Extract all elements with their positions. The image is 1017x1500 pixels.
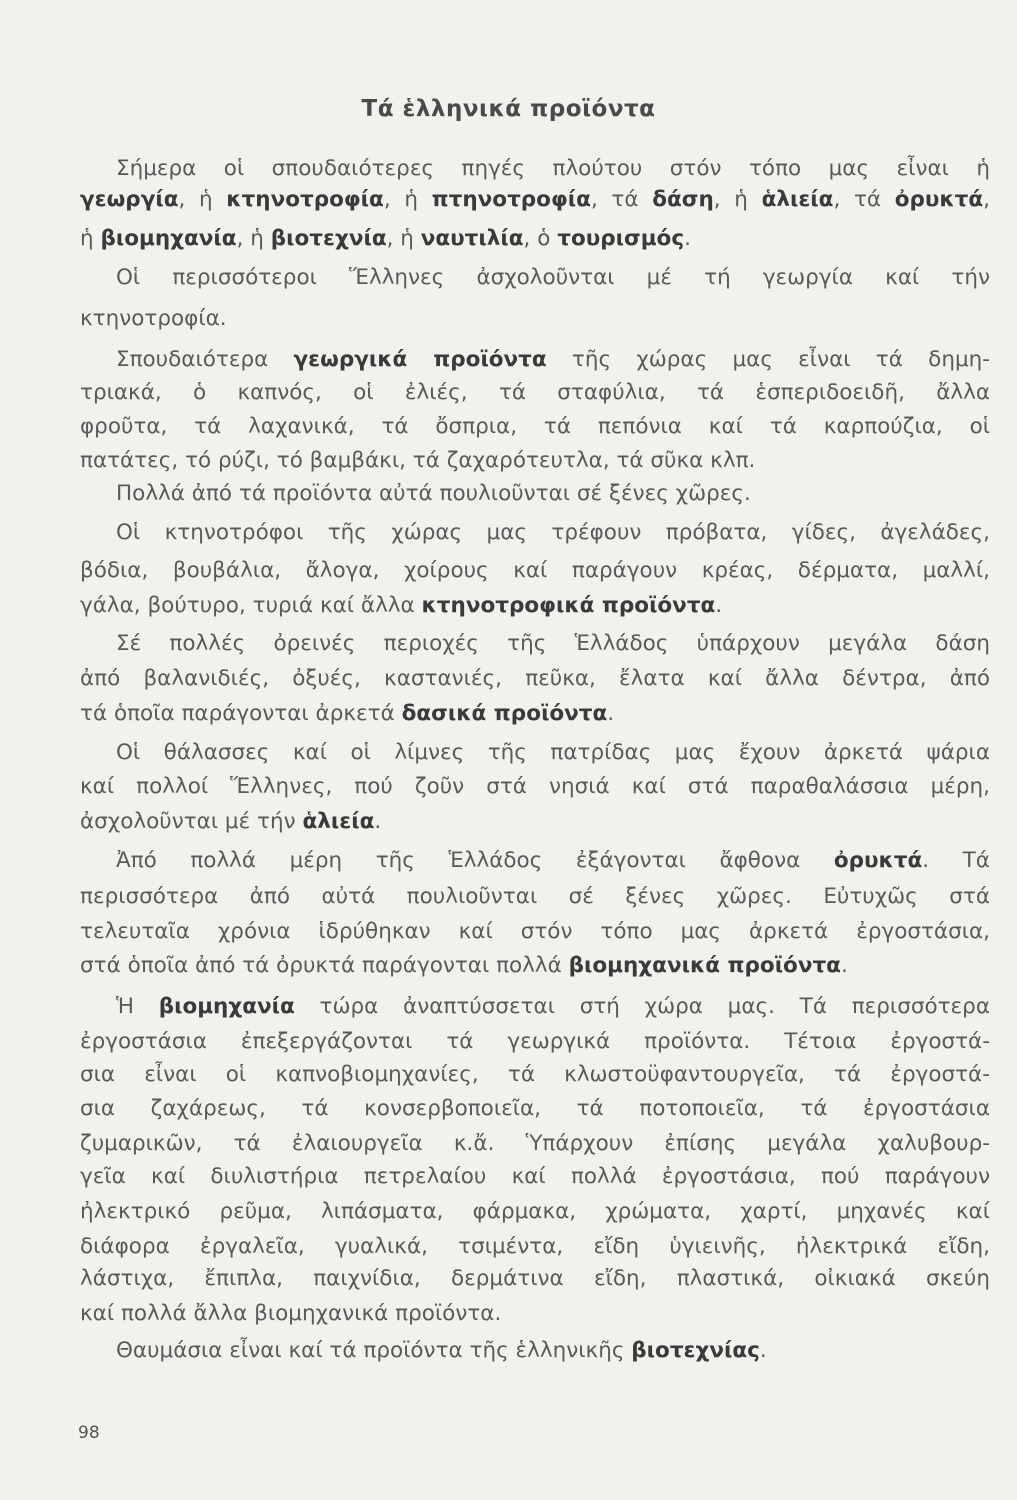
- text-line: Ἀπό πολλά μέρη τῆς Ἑλλάδος ἐξάγονται ἄφθονα ὀρυκτά. Τά: [116, 848, 990, 873]
- text-line: τριακά, ὁ καπνός, οἱ ἐλιές, τά σταφύλια, τά ἑσπεριδοειδῆ, ἄλλα: [80, 380, 990, 405]
- text-line: ἀσχολοῦνται μέ τήν ἁλιεία.: [80, 809, 382, 834]
- text-line: κτηνοτροφία.: [80, 306, 227, 331]
- text-line: φροῦτα, τά λαχανικά, τά ὄσπρια, τά πεπόνια καί τά καρπούζια, οἱ: [80, 414, 990, 439]
- text-line: ἡ βιομηχανία, ἡ βιοτεχνία, ἡ ναυτιλία, ὁ τουρισμός.: [80, 226, 691, 251]
- text-line: λάστιχα, ἔπιπλα, παιχνίδια, δερμάτινα εἴδη, πλαστικά, οἰκιακά σκεύη: [80, 1266, 990, 1291]
- text-line: Οἱ κτηνοτρόφοι τῆς χώρας μας τρέφουν πρόβατα, γίδες, ἀγελάδες,: [116, 520, 990, 545]
- text-line: πατάτες, τό ρύζι, τό βαμβάκι, τά ζαχαρότευτλα, τά σῦκα κλπ.: [80, 448, 756, 473]
- text-line: Θαυμάσια εἶναι καί τά προϊόντα τῆς ἑλληνικῆς βιοτεχνίας.: [116, 1338, 767, 1363]
- text-line: σια ζαχάρεως, τά κονσερβοποιεῖα, τά ποτοποιεῖα, τά ἐργοστάσια: [80, 1096, 990, 1121]
- page-title: Τά ἑλληνικά προϊόντα: [361, 96, 656, 122]
- text-line: Σήμερα οἱ σπουδαιότερες πηγές πλούτου στόν τόπο μας εἶναι ἡ: [116, 156, 990, 181]
- text-line: Οἱ θάλασσες καί οἱ λίμνες τῆς πατρίδας μας ἔχουν ἀρκετά ψάρια: [116, 740, 990, 765]
- bold-term: βιομηχανικά προϊόντα: [568, 953, 841, 978]
- bold-term: βιομηχανία: [100, 226, 237, 251]
- bold-term: τουρισμός: [557, 226, 685, 251]
- text-line: ἠλεκτρικό ρεῦμα, λιπάσματα, φάρμακα, χρώματα, χαρτί, μηχανές καί: [80, 1199, 990, 1224]
- bold-term: δασικά προϊόντα: [401, 701, 608, 726]
- text-line: γεῖα καί διυλιστήρια πετρελαίου καί πολλά ἐργοστάσια, πού παράγουν: [80, 1164, 990, 1189]
- bold-term: δάση: [652, 187, 714, 212]
- text-line: γάλα, βούτυρο, τυριά καί ἄλλα κτηνοτροφικά προϊόντα.: [80, 593, 723, 618]
- bold-term: βιομηχανία: [158, 994, 295, 1019]
- text-line: τελευταῖα χρόνια ἱδρύθηκαν καί στόν τόπο μας ἀρκετά ἐργοστάσια,: [80, 919, 990, 944]
- bold-term: κτηνοτροφία: [226, 187, 384, 212]
- bold-term: ὀρυκτά: [894, 187, 984, 212]
- bold-term: κτηνοτροφικά προϊόντα: [421, 593, 716, 618]
- text-line: τά ὁποῖα παράγονται ἀρκετά δασικά προϊόντα.: [80, 701, 615, 726]
- text-line: ἀπό βαλανιδιές, ὀξυές, καστανιές, πεῦκα, ἔλατα καί ἄλλα δέντρα, ἀπό: [80, 666, 990, 691]
- bold-term: ναυτιλία: [420, 226, 524, 251]
- page-number: 98: [78, 1423, 100, 1443]
- bold-term: πτηνοτροφία: [431, 187, 591, 212]
- text-line: καί πολλά ἄλλα βιομηχανικά προϊόντα.: [80, 1301, 502, 1326]
- text-line: καί πολλοί Ἕλληνες, πού ζοῦν στά νησιά καί στά παραθαλάσσια μέρη,: [80, 774, 990, 799]
- text-line: Πολλά ἀπό τά προϊόντα αὐτά πουλιοῦνται σέ ξένες χῶρες.: [116, 481, 751, 506]
- text-line: στά ὁποῖα ἀπό τά ὀρυκτά παράγονται πολλά βιομηχανικά προϊόντα.: [80, 953, 848, 978]
- bold-term: ἁλιεία: [302, 809, 375, 834]
- text-line: διάφορα ἐργαλεῖα, γυαλικά, τσιμέντα, εἴδη ὑγιεινῆς, ἠλεκτρικά εἴδη,: [80, 1234, 990, 1259]
- text-line: Οἱ περισσότεροι Ἕλληνες ἀσχολοῦνται μέ τή γεωργία καί τήν: [116, 265, 990, 290]
- text-line: σια εἶναι οἱ καπνοβιομηχανίες, τά κλωστοϋφαντουργεῖα, τά ἐργοστά-: [80, 1062, 990, 1087]
- text-line: ζυμαρικῶν, τά ἐλαιουργεῖα κ.ἄ. Ὑπάρχουν ἐπίσης μεγάλα χαλυβουρ-: [80, 1131, 990, 1156]
- bold-term: ὀρυκτά: [833, 848, 923, 873]
- text-line: γεωργία, ἡ κτηνοτροφία, ἡ πτηνοτροφία, τά δάση, ἡ ἁλιεία, τά ὀρυκτά,: [80, 187, 991, 212]
- text-line: περισσότερα ἀπό αὐτά πουλιοῦνται σέ ξένες χῶρες. Εὐτυχῶς στά: [80, 884, 990, 909]
- bold-term: ἁλιεία: [761, 187, 834, 212]
- text-line: Σέ πολλές ὀρεινές περιοχές τῆς Ἑλλάδος ὑπάρχουν μεγάλα δάση: [116, 631, 990, 656]
- bold-term: βιοτεχνίας: [631, 1338, 760, 1363]
- bold-term: γεωργία: [80, 187, 179, 212]
- text-line: Σπουδαιότερα γεωργικά προϊόντα τῆς χώρας μας εἶναι τά δημη-: [116, 347, 991, 372]
- text-line: ἐργοστάσια ἐπεξεργάζονται τά γεωργικά προϊόντα. Τέτοια ἐργοστά-: [80, 1029, 990, 1054]
- bold-term: βιοτεχνία: [270, 226, 387, 251]
- text-line: βόδια, βουβάλια, ἄλογα, χοίρους καί παράγουν κρέας, δέρματα, μαλλί,: [80, 558, 990, 583]
- bold-term: γεωργικά προϊόντα: [293, 347, 547, 372]
- text-line: Ἡ βιομηχανία τώρα ἀναπτύσσεται στή χώρα μας. Τά περισσότερα: [116, 994, 991, 1019]
